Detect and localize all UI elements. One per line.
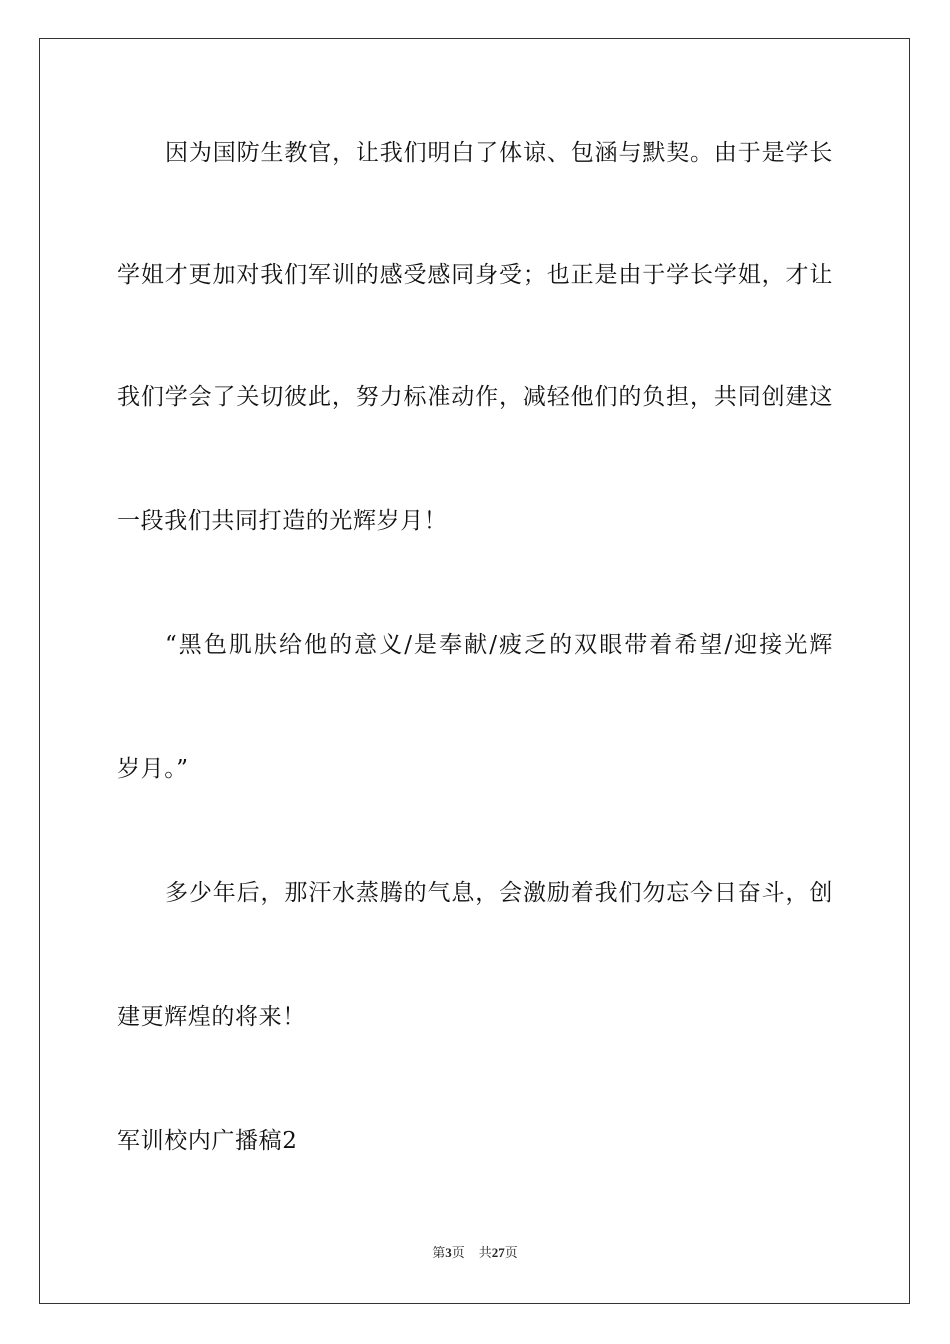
paragraph-1-line-4: 一段我们共同打造的光辉岁月！ [117, 508, 448, 534]
paragraph-3-line-1: 多少年后，那汗水蒸腾的气息，会激励着我们勿忘今日奋斗，创 [165, 880, 833, 906]
total-suffix: 页 [504, 1246, 518, 1261]
total-page-count: 27 [491, 1245, 505, 1260]
current-page-number: 3 [445, 1245, 452, 1260]
paragraph-1-line-2: 学姐才更加对我们军训的感受感同身受；也正是由于学长学姐，才让 [117, 262, 833, 288]
page-footer [0, 1244, 950, 1263]
page-border [39, 38, 910, 1304]
total-prefix: 共 [478, 1246, 492, 1261]
paragraph-2-line-2: 岁月。” [117, 756, 189, 782]
paragraph-2-line-1: “黑色肌肤给他的意义/是奉献/疲乏的双眼带着希望/迎接光辉 [165, 632, 833, 658]
page-prefix: 第 [432, 1246, 446, 1261]
paragraph-1-line-3: 我们学会了关切彼此，努力标准动作，减轻他们的负担，共同创建这 [117, 384, 833, 410]
section-heading: 军训校内广播稿2 [117, 1128, 298, 1154]
paragraph-3-line-2: 建更辉煌的将来！ [117, 1004, 306, 1030]
page-suffix: 页 [451, 1246, 465, 1261]
paragraph-1-line-1: 因为国防生教官，让我们明白了体谅、包涵与默契。由于是学长 [165, 140, 833, 166]
